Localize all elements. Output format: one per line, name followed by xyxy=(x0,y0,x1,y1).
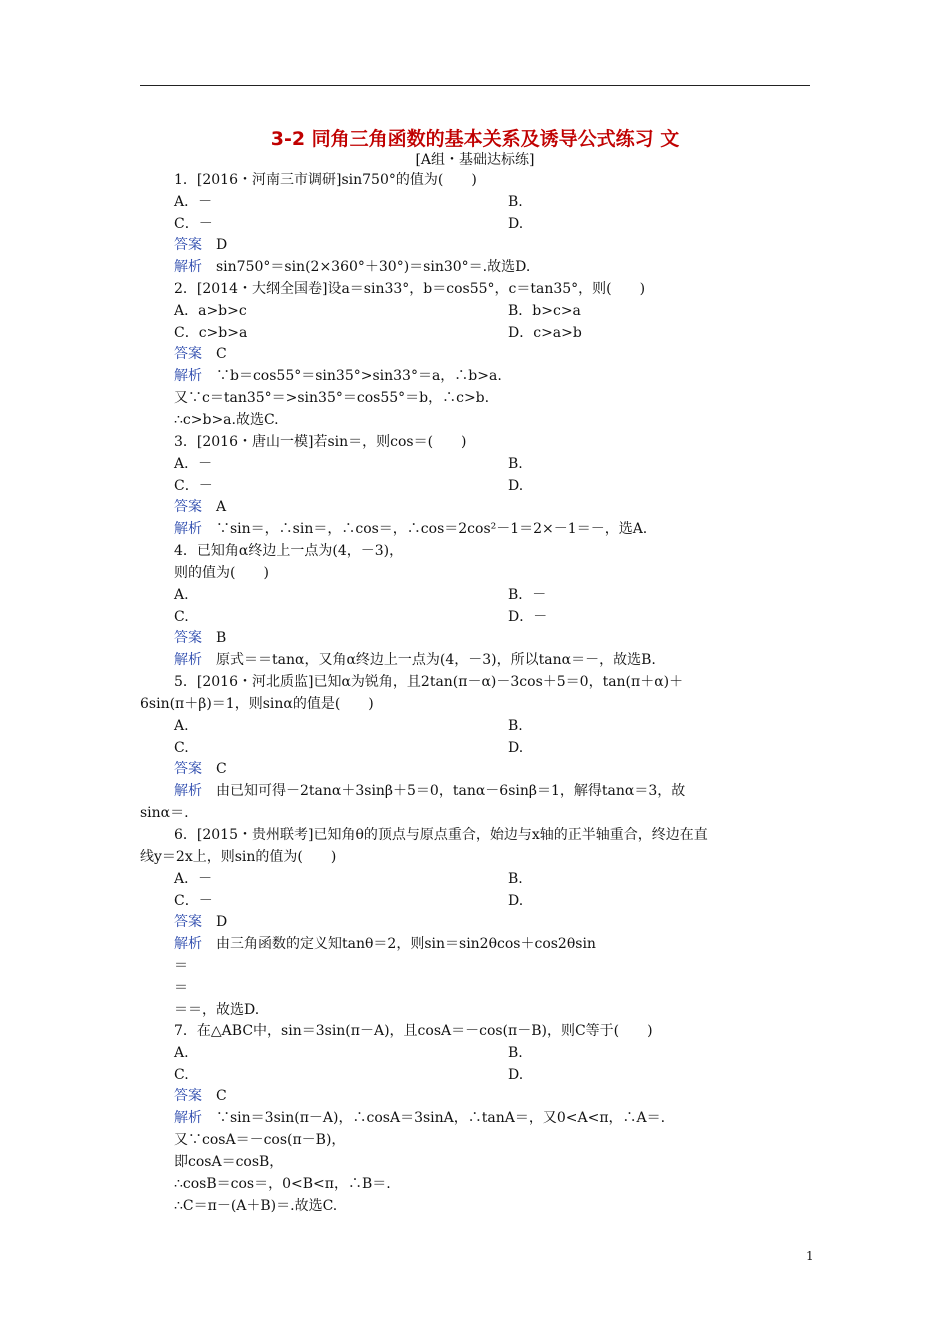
q6-option-d: D. xyxy=(508,893,524,909)
q2-option-b: B．b>c>a xyxy=(508,303,581,319)
q6-option-c: C．－ xyxy=(174,893,213,909)
analysis-label: 解析 xyxy=(174,652,202,668)
q1-option-d: D. xyxy=(508,216,524,232)
answer-label: 答案 xyxy=(174,1088,202,1104)
q4-analysis xyxy=(174,651,656,669)
q3-answer xyxy=(174,498,226,516)
q2-analysis-line-3: ∴c>b>a.故选C. xyxy=(174,412,279,428)
analysis-label: 解析 xyxy=(174,259,202,275)
q4-option-c: C. xyxy=(174,609,189,625)
q7-option-d: D. xyxy=(508,1067,524,1083)
q3-option-c: C．－ xyxy=(174,478,213,494)
answer-label: 答案 xyxy=(174,499,202,515)
q5-option-b: B. xyxy=(508,718,523,734)
answer-value: B xyxy=(216,630,227,646)
q2-analysis xyxy=(174,367,502,385)
section-subtitle: [A组・基础达标练] xyxy=(415,152,535,168)
answer-value: A xyxy=(216,499,227,515)
question-6-stem-line-2: 线y＝2x上，则sin的值为( ) xyxy=(140,849,337,865)
q4-option-a: A. xyxy=(174,587,189,603)
q7-option-a: A. xyxy=(174,1045,189,1061)
analysis-label: 解析 xyxy=(174,521,202,537)
q7-option-b: B. xyxy=(508,1045,523,1061)
analysis-text: ∵sin＝，∴sin＝，∴cos＝，∴cos＝2cos²－1＝2×－1＝－，选A. xyxy=(216,521,648,537)
answer-value: C xyxy=(216,346,227,362)
header-rule xyxy=(140,85,810,86)
question-2-stem: 2．[2014・大纲全国卷]设a＝sin33°，b＝cos55°，c＝tan35°，则( ) xyxy=(174,281,646,297)
q2-option-a: A．a>b>c xyxy=(174,303,247,319)
answer-value: C xyxy=(216,761,227,777)
question-5-stem: 5．[2016・河北质监]已知α为锐角，且2tan(π－α)－3cos＋5＝0，tan(π＋α)＋ xyxy=(174,674,684,690)
q5-analysis xyxy=(174,782,685,800)
q2-analysis-line-2: 又∵c＝tan35°＝>sin35°＝cos55°＝b，∴c>b. xyxy=(174,390,490,406)
q4-option-d: D．－ xyxy=(508,609,548,625)
q1-analysis xyxy=(174,258,530,276)
q7-analysis-line-4: ∴cosB＝cos＝，0<B<π，∴B＝. xyxy=(174,1176,391,1192)
q6-option-b: B. xyxy=(508,871,523,887)
answer-value: D xyxy=(216,914,228,930)
answer-value: C xyxy=(216,1088,227,1104)
question-4-stem: 4．已知角α终边上一点为(4，－3)， xyxy=(174,543,404,559)
q5-option-a: A. xyxy=(174,718,189,734)
q5-answer xyxy=(174,760,227,778)
q5-analysis-line-2: sinα＝. xyxy=(140,805,189,821)
q3-option-a: A．－ xyxy=(174,456,213,472)
page-number: 1 xyxy=(806,1249,814,1263)
q1-option-b: B. xyxy=(508,194,523,210)
analysis-text: 由三角函数的定义知tanθ＝2，则sin＝sin2θcos＋cos2θsin xyxy=(216,936,596,952)
question-5-stem-line-2: 6sin(π＋β)＝1，则sinα的值是( ) xyxy=(140,696,374,712)
q7-analysis xyxy=(174,1109,665,1127)
answer-label: 答案 xyxy=(174,761,202,777)
q7-analysis-line-3: 即cosA＝cosB， xyxy=(174,1154,284,1170)
question-6-stem: 6．[2015・贵州联考]已知角θ的顶点与原点重合，始边与x轴的正半轴重合，终边在直 xyxy=(174,827,708,843)
q4-option-b: B．－ xyxy=(508,587,547,603)
analysis-text: ∵sin＝3sin(π－A)，∴cosA＝3sinA，∴tanA＝，又0<A<π，∴A＝. xyxy=(216,1110,666,1126)
q7-analysis-line-2: 又∵cosA＝－cos(π－B)， xyxy=(174,1132,346,1148)
q5-option-d: D. xyxy=(508,740,524,756)
page-title: 3-2 同角三角函数的基本关系及诱导公式练习 文 xyxy=(270,128,680,150)
analysis-text: sin750°＝sin(2×360°＋30°)＝sin30°＝.故选D. xyxy=(216,259,531,275)
answer-label: 答案 xyxy=(174,630,202,646)
q6-analysis xyxy=(174,935,596,953)
q6-option-a: A．－ xyxy=(174,871,213,887)
q7-answer xyxy=(174,1087,227,1105)
q6-analysis-line-2: ＝ xyxy=(174,958,188,974)
q1-option-c: C．－ xyxy=(174,216,213,232)
analysis-label: 解析 xyxy=(174,1110,202,1126)
analysis-label: 解析 xyxy=(174,936,202,952)
question-4-stem-line-2: 则的值为( ) xyxy=(174,565,269,581)
answer-label: 答案 xyxy=(174,914,202,930)
q7-option-c: C. xyxy=(174,1067,189,1083)
q2-option-c: C．c>b>a xyxy=(174,325,248,341)
q3-analysis xyxy=(174,520,647,538)
q6-analysis-line-3: ＝ xyxy=(174,980,188,996)
question-7-stem: 7．在△ABC中，sin＝3sin(π－A)，且cosA＝－cos(π－B)，则C等于( ) xyxy=(174,1023,653,1039)
question-1-stem: 1．[2016・河南三市调研]sin750°的值为( ) xyxy=(174,172,477,188)
analysis-text: ∵b＝cos55°＝sin35°>sin33°＝a，∴b>a. xyxy=(216,368,502,384)
q1-option-a: A．－ xyxy=(174,194,213,210)
q6-analysis-line-4: ＝＝，故选D. xyxy=(174,1002,260,1018)
analysis-label: 解析 xyxy=(174,368,202,384)
answer-label: 答案 xyxy=(174,237,202,253)
answer-value: D xyxy=(216,237,228,253)
q5-option-c: C. xyxy=(174,740,189,756)
q3-option-d: D. xyxy=(508,478,524,494)
q2-option-d: D．c>a>b xyxy=(508,325,582,341)
q6-answer xyxy=(174,913,227,931)
analysis-text: 由已知可得－2tanα＋3sinβ＋5＝0，tanα－6sinβ＝1，解得tanα＝3，故 xyxy=(216,783,686,799)
q7-analysis-line-5: ∴C＝π－(A＋B)＝.故选C. xyxy=(174,1198,338,1214)
analysis-label: 解析 xyxy=(174,783,202,799)
analysis-text: 原式＝＝tanα，又角α终边上一点为(4，－3)，所以tanα＝－，故选B. xyxy=(216,652,656,668)
answer-label: 答案 xyxy=(174,346,202,362)
q3-option-b: B. xyxy=(508,456,523,472)
q2-answer xyxy=(174,345,227,363)
question-3-stem: 3．[2016・唐山一模]若sin＝，则cos＝( ) xyxy=(174,434,467,450)
q4-answer xyxy=(174,629,226,647)
q1-answer xyxy=(174,236,227,254)
